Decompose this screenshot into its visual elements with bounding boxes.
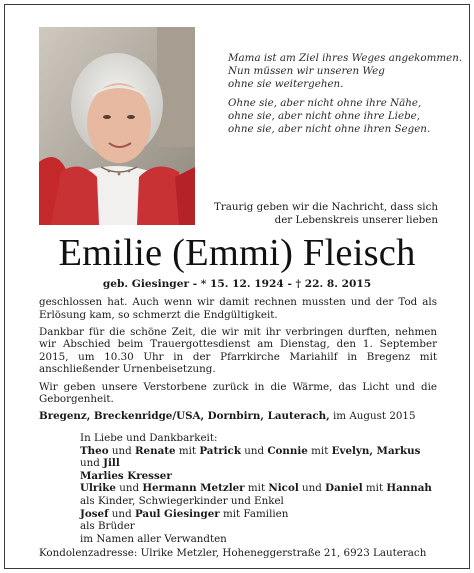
- family-list: [80, 432, 440, 545]
- family-relation: als Brüder: [80, 520, 135, 533]
- body-paragraph: Dankbar für die schöne Zeit, die wir mit ihr verbringen durften, nehmen wir Abschied beim Trauergottesdienst am Dienstag, den 1. September 2015, um 10.30 Uhr in der Pfarrkirche Mariahilf in Bregenz mit anschließender Urnenbeisetzung.: [39, 325, 437, 376]
- place-date: im August 2015: [329, 410, 416, 422]
- family-relation: im Namen aller Verwandten: [80, 532, 227, 545]
- poem-line: ohne sie, aber nicht ohne ihre Liebe,: [228, 110, 421, 122]
- family-name: Nicol: [268, 482, 299, 495]
- family-joiner: mit: [175, 444, 200, 457]
- family-joiner: und: [108, 444, 135, 457]
- deceased-name: Emilie (Emmi) Fleisch: [58, 232, 416, 274]
- family-relation: als Kinder, Schwiegerkinder und Enkel: [80, 494, 284, 507]
- family-joiner: und: [115, 482, 143, 495]
- poem-line: Mama ist am Ziel ihres Weges angekommen.: [228, 52, 463, 64]
- family-name: Paul Giesinger: [134, 507, 220, 520]
- announcement-text: Traurig geben wir die Nachricht, dass sich der Lebenskreis unserer lieben: [214, 201, 438, 226]
- family-name: Ulrike: [80, 482, 116, 495]
- family-name: Jill: [103, 457, 120, 470]
- portrait-photo: [39, 27, 195, 225]
- poem-stanza-2: [228, 97, 468, 136]
- poem: [228, 52, 468, 142]
- family-name: Marlies Kresser: [80, 469, 172, 482]
- family-intro: In Liebe und Dankbarkeit:: [80, 432, 218, 444]
- family-joiner: mit: [362, 482, 387, 495]
- family-joiner: und: [298, 482, 326, 495]
- birth-death-dates: geb. Giesinger - * 15. 12. 1924 - † 22. 8. 2015: [102, 278, 372, 290]
- place-and-date: [39, 410, 437, 423]
- family-row: [80, 470, 440, 483]
- family-joiner: mit Familien: [219, 507, 289, 520]
- obituary-body: [39, 296, 437, 410]
- family-joiner: mit: [244, 482, 269, 495]
- family-name: Patrick: [199, 444, 241, 457]
- poem-line: ohne sie weitergehen.: [228, 78, 344, 90]
- family-name: Theo: [80, 444, 109, 457]
- family-joiner: und: [108, 507, 135, 520]
- poem-stanza-1: [228, 52, 468, 91]
- family-name: Evelyn, Markus: [331, 444, 421, 457]
- poem-line: Nun müssen wir unseren Weg: [228, 65, 385, 77]
- family-name: Daniel: [325, 482, 363, 495]
- family-name: Hannah: [386, 482, 432, 495]
- place-cities: Bregenz, Breckenridge/USA, Dornbirn, Lauterach,: [39, 410, 330, 422]
- family-joiner: und: [240, 444, 268, 457]
- family-name: Connie: [267, 444, 308, 457]
- family-row: [80, 508, 440, 521]
- family-joiner: mit: [307, 444, 332, 457]
- condolence-address: Kondolenzadresse: Ulrike Metzler, Hoheneggerstraße 21, 6923 Lauterach: [39, 547, 427, 559]
- body-paragraph: geschlossen hat. Auch wenn wir damit rechnen mussten und der Tod als Erlösung kam, so schmerzt die Endgültigkeit.: [39, 296, 437, 321]
- body-paragraph: Wir geben unsere Verstorbene zurück in die Wärme, das Licht und die Geborgenheit.: [39, 380, 437, 406]
- family-row: [80, 445, 440, 470]
- family-name: Renate: [134, 444, 176, 457]
- family-name: Josef: [80, 507, 109, 520]
- poem-line: ohne sie, aber nicht ohne ihren Segen.: [228, 123, 431, 135]
- family-name: Hermann Metzler: [142, 482, 245, 495]
- family-joiner: und: [80, 457, 104, 470]
- poem-line: Ohne sie, aber nicht ohne ihre Nähe,: [228, 97, 422, 109]
- family-row: [80, 482, 440, 495]
